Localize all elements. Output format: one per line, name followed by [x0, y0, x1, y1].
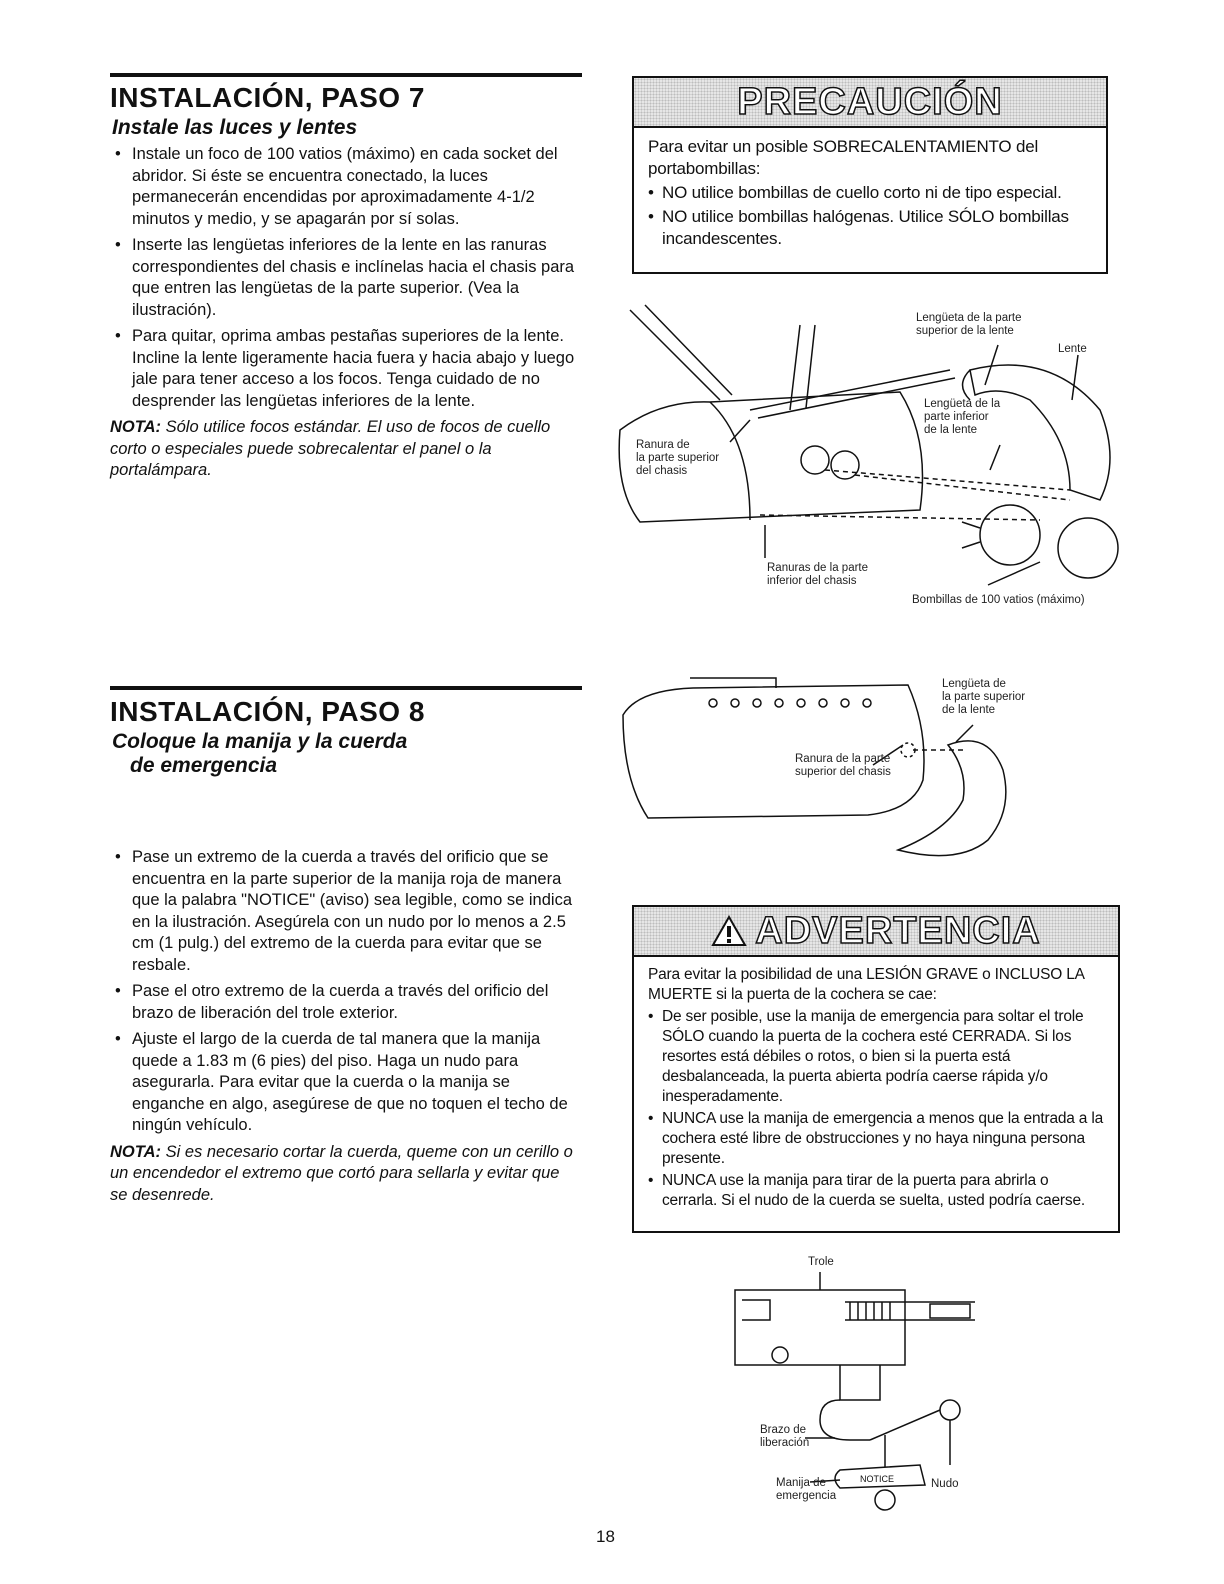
warning-item-1: • De ser posible, use la manija de emergencia para soltar el trole SÓLO cuando la puerta de la cochera esté CERRADA. Si los resortes está débiles o rotos, o bien si la puerta está desbalanceada, la puerta abierta podría caerse rápida y/o inesperadamente.	[648, 1007, 1106, 1107]
lens-2	[898, 741, 1006, 856]
caution-item-2: • NO utilice bombillas halógenas. Utilice SÓLO bombillas incandescentes.	[648, 206, 1094, 250]
vent-hole	[863, 699, 871, 707]
fig1-label-bottom-slots: Ranuras de la parte inferior del chasis	[767, 562, 869, 587]
fig1-label-bottom-tab: Lengüeta de la parte inferior de la lente	[924, 398, 1001, 436]
vent-hole	[731, 699, 739, 707]
warning-title: ADVERTENCIA	[755, 909, 1041, 952]
lens-top-tab	[963, 370, 971, 400]
socket-2	[831, 451, 859, 479]
warning-header	[634, 907, 1118, 957]
vent-hole	[775, 699, 783, 707]
warning-box	[632, 905, 1120, 1233]
rail-left	[630, 305, 732, 400]
step8-note	[110, 1142, 580, 1207]
caution-header	[634, 78, 1106, 128]
leader-top-tab-2	[956, 725, 973, 742]
warning-item-3: • NUNCA use la manija para tirar de la puerta para abrirla o cerrarla. Si el nudo de la cuerda se suelta, usted podría caerse.	[648, 1171, 1106, 1211]
release-arm-hook	[820, 1400, 870, 1440]
trolley-hole	[772, 1347, 788, 1363]
caution-box	[632, 76, 1108, 274]
bulb-1-base	[962, 522, 980, 548]
vent-hole	[709, 699, 717, 707]
step8-note-text: Si es necesario cortar la cuerda, queme con un cerillo o un encendedor el extremo que cortó para sellarla y evitar que se desenrede.	[110, 1142, 573, 1204]
fig3-label-handle: Manija de emergencia	[776, 1477, 837, 1502]
vent-hole	[753, 699, 761, 707]
step7-title: INSTALACIÓN, PASO 7	[110, 82, 425, 113]
warning-list	[648, 1007, 1106, 1211]
fig3-label-trolley: Trole	[808, 1256, 834, 1268]
step8-subtitle-line1: Coloque la manija y la cuerda	[112, 730, 408, 753]
vent-hole	[797, 699, 805, 707]
step8-note-label: NOTA:	[110, 1142, 162, 1161]
caution-text	[634, 128, 1106, 262]
handle-notice-text: NOTICE	[860, 1474, 895, 1484]
warning-intro: Para evitar la posibilidad de una LESIÓN GRAVE o INCLUSO LA MUERTE si la puerta de la cochera se cae:	[648, 966, 1084, 1003]
socket-1	[801, 446, 829, 474]
bulb-1	[980, 505, 1040, 565]
fig2-label-top-tab: Lengüeta de la parte superior de la lente	[942, 678, 1026, 716]
vent-hole	[841, 699, 849, 707]
knot	[875, 1490, 895, 1510]
step8-bullets	[110, 847, 580, 1137]
fig2-label-slot: Ranura de la parte superior del chasis	[795, 753, 891, 778]
caution-intro: Para evitar un posible SOBRECALENTAMIENTO del portabombillas:	[648, 137, 1039, 178]
leader-top-slot	[730, 420, 750, 442]
fig3-label-knot: Nudo	[931, 1478, 959, 1490]
trolley-pin	[930, 1304, 970, 1318]
slot-marker	[901, 743, 915, 757]
bulb-2	[1058, 518, 1118, 578]
fig1-label-top-slot: Ranura de la parte superior del chasis	[636, 439, 720, 477]
fig1-label-lens: Lente	[1058, 343, 1087, 355]
caution-title: PRECAUCIÓN	[737, 80, 1003, 123]
leader-bottom-tab	[990, 445, 1000, 470]
trolley-bracket	[742, 1300, 770, 1320]
step7-note-label: NOTA:	[110, 418, 162, 436]
knot-top	[940, 1400, 960, 1420]
step7-note	[110, 417, 580, 482]
step8-subtitle	[112, 730, 407, 778]
step8-rule	[110, 686, 582, 690]
guide-lines	[760, 470, 1070, 520]
step8-bullet-2: • Pase el otro extremo de la cuerda a través del orificio del brazo de liberación del trole exterior.	[110, 981, 580, 1024]
step8-title: INSTALACIÓN, PASO 8	[110, 696, 425, 727]
step8-body	[110, 847, 580, 1206]
chassis-2	[623, 685, 924, 818]
step7-bullet-1: • Instale un foco de 100 vatios (máximo) en cada socket del abridor. Si éste se encuentra conectado, la luces permanecerán encendidas por aproximadamente 4-1/2 minutos y medio, y se apagarán por sí solas.	[110, 144, 580, 230]
step8-bullet-3: • Ajuste el largo de la cuerda de tal manera que la manija quede a 1.83 m (6 pies) del piso. Haga un nudo para asegurarla. Para evitar que la cuerda o la manija se enganche en algo, asegúrese de que no toquen el techo de ningún vehículo.	[110, 1029, 580, 1137]
step7-note-text: Sólo utilice focos estándar. El uso de focos de cuello corto o especiales puede sobrecalentar el panel o la portalámpara.	[110, 418, 551, 479]
leader-lens	[1072, 355, 1078, 400]
fig3-label-release-arm: Brazo de liberación	[760, 1424, 810, 1449]
fig1-label-top-tab: Lengüeta de la parte superior de la lente	[916, 312, 1022, 337]
warning-text	[634, 957, 1118, 1223]
step7-subtitle: Instale las luces y lentes	[112, 116, 358, 139]
page-number: 18	[596, 1527, 615, 1546]
step7-rule	[110, 73, 582, 77]
step7-bullet-3: • Para quitar, oprima ambas pestañas superiores de la lente. Incline la lente ligeramente hacia fuera y hacia abajo y luego jale para tener acceso a los focos. Tenga cuidado de no desprender las lengüetas inferiores de la lente.	[110, 326, 580, 412]
vent-hole	[819, 699, 827, 707]
warning-item-2: • NUNCA use la manija de emergencia a menos que la entrada a la cochera esté libre de obstrucciones y no haya ninguna persona presente.	[648, 1109, 1106, 1169]
step8-subtitle-line2: de emergencia	[130, 754, 278, 777]
caution-item-1: • NO utilice bombillas de cuello corto ni de tipo especial.	[648, 182, 1094, 204]
warning-triangle-icon	[711, 915, 747, 947]
fig1-label-bulbs: Bombillas de 100 vatios (máximo)	[912, 594, 1085, 606]
step7-body	[110, 144, 580, 482]
step7-bullet-2: • Inserte las lengüetas inferiores de la lente en las ranuras correspondientes del chasis e inclínelas hacia el chasis para que entren las lengüetas de la parte superior. (Vea la ilustración).	[110, 235, 580, 321]
caution-list	[648, 182, 1094, 250]
step8-bullet-1: • Pase un extremo de la cuerda a través del orificio que se encuentra en la parte superior de la manija roja de manera que la palabra "NOTICE" (aviso) sea legible, como se indica en la ilustración. Asegúrela con un nudo por lo menos a 2.5 cm (1 pulg.) del extremo de la cuerda para evitar que se resbale.	[110, 847, 580, 976]
step7-bullets	[110, 144, 580, 412]
release-arm	[840, 1365, 880, 1400]
rope-to-trolley	[870, 1410, 940, 1440]
trolley-spring	[850, 1302, 890, 1320]
